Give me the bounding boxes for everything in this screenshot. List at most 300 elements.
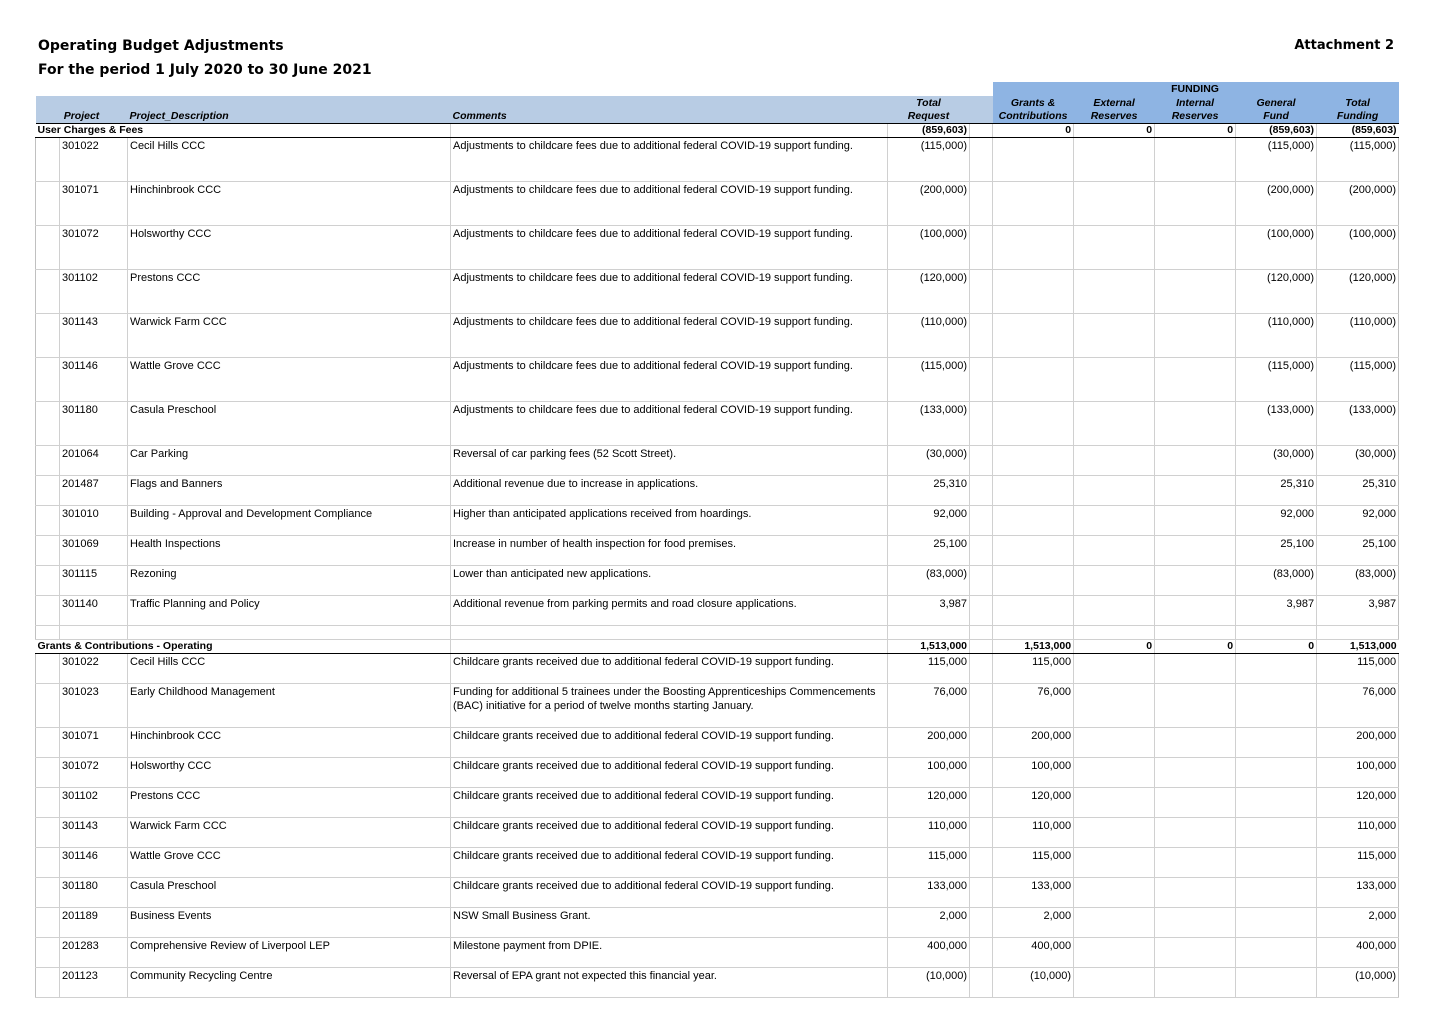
indent-cell (36, 566, 60, 596)
project-description: Early Childhood Management (128, 684, 451, 728)
comment: Childcare grants received due to additional federal COVID-19 support funding. (451, 878, 888, 908)
total-request: (83,000) (888, 566, 970, 596)
project-number: 301143 (60, 314, 128, 358)
indent-cell (36, 654, 60, 684)
internal-reserves (1155, 818, 1236, 848)
section-row (36, 124, 1399, 138)
table-row (36, 788, 1399, 818)
total-funding: (30,000) (1317, 446, 1399, 476)
project-description: Community Recycling Centre (128, 968, 451, 998)
spacer-cell (970, 788, 993, 818)
project-description: Prestons CCC (128, 270, 451, 314)
spacer-cell (970, 938, 993, 968)
project-number: 301115 (60, 566, 128, 596)
grants-contributions (993, 358, 1074, 402)
section-grants: 1,513,000 (993, 640, 1074, 654)
comment: Childcare grants received due to additional federal COVID-19 support funding. (451, 758, 888, 788)
external-reserves (1074, 938, 1155, 968)
total-request: (110,000) (888, 314, 970, 358)
comment: Adjustments to childcare fees due to additional federal COVID-19 support funding. (451, 138, 888, 182)
comment: Adjustments to childcare fees due to additional federal COVID-19 support funding. (451, 226, 888, 270)
comment: Reversal of car parking fees (52 Scott Street). (451, 446, 888, 476)
project-number: 301146 (60, 848, 128, 878)
general-fund (1236, 818, 1317, 848)
section-row (36, 640, 1399, 654)
indent-cell (36, 226, 60, 270)
grants-contributions: 400,000 (993, 938, 1074, 968)
total-funding: 133,000 (1317, 878, 1399, 908)
table-row (36, 968, 1399, 998)
total-funding-header: Total Funding (1317, 96, 1399, 124)
comment: Adjustments to childcare fees due to additional federal COVID-19 support funding. (451, 182, 888, 226)
total-request: (115,000) (888, 358, 970, 402)
blank-cell (1155, 626, 1236, 640)
indent-cell (36, 818, 60, 848)
internal-reserves (1155, 402, 1236, 446)
total-funding: (100,000) (1317, 226, 1399, 270)
general-fund: (110,000) (1236, 314, 1317, 358)
internal-reserves (1155, 728, 1236, 758)
comment: Childcare grants received due to additional federal COVID-19 support funding. (451, 818, 888, 848)
header-row-funding (36, 82, 1399, 96)
total-request: 115,000 (888, 654, 970, 684)
blank-cell (451, 626, 888, 640)
grants-contributions: 2,000 (993, 908, 1074, 938)
general-fund: 25,100 (1236, 536, 1317, 566)
total-funding: (10,000) (1317, 968, 1399, 998)
external-reserves (1074, 358, 1155, 402)
comment: Adjustments to childcare fees due to additional federal COVID-19 support funding. (451, 314, 888, 358)
project-description: Holsworthy CCC (128, 226, 451, 270)
blank-cell (1074, 626, 1155, 640)
section-name: User Charges & Fees (36, 124, 451, 138)
external-reserves (1074, 506, 1155, 536)
external-reserves (1074, 402, 1155, 446)
total-request: 100,000 (888, 758, 970, 788)
project-number: 301069 (60, 536, 128, 566)
project-description: Holsworthy CCC (128, 758, 451, 788)
total-funding: 200,000 (1317, 728, 1399, 758)
total-funding: (133,000) (1317, 402, 1399, 446)
project-number: 301023 (60, 684, 128, 728)
indent-cell (36, 182, 60, 226)
total-funding: 400,000 (1317, 938, 1399, 968)
external-reserves (1074, 596, 1155, 626)
spacer-cell (970, 878, 993, 908)
comment: Childcare grants received due to additional federal COVID-19 support funding. (451, 848, 888, 878)
grants-contributions (993, 270, 1074, 314)
total-funding: 76,000 (1317, 684, 1399, 728)
total-request: 110,000 (888, 818, 970, 848)
project-number: 301140 (60, 596, 128, 626)
table-row (36, 506, 1399, 536)
grants-contributions: 133,000 (993, 878, 1074, 908)
project-description: Hinchinbrook CCC (128, 728, 451, 758)
total-funding: (200,000) (1317, 182, 1399, 226)
project-number: 301071 (60, 728, 128, 758)
comments-header: Comments (451, 96, 888, 124)
project-number: 201189 (60, 908, 128, 938)
external-reserves (1074, 566, 1155, 596)
section-internal-reserves: 0 (1155, 124, 1236, 138)
project-number: 201283 (60, 938, 128, 968)
blank-cell (1317, 626, 1399, 640)
general-fund (1236, 788, 1317, 818)
general-fund (1236, 938, 1317, 968)
internal-reserves (1155, 358, 1236, 402)
project-description: Traffic Planning and Policy (128, 596, 451, 626)
grants-contributions: 110,000 (993, 818, 1074, 848)
section-external-reserves: 0 (1074, 640, 1155, 654)
internal-reserves (1155, 878, 1236, 908)
internal-reserves (1155, 182, 1236, 226)
indent-cell (36, 758, 60, 788)
project-description: Cecil Hills CCC (128, 138, 451, 182)
spacer-cell (970, 758, 993, 788)
comment: Increase in number of health inspection for food premises. (451, 536, 888, 566)
project-header: Project (36, 96, 128, 124)
project-description: Wattle Grove CCC (128, 848, 451, 878)
internal-reserves (1155, 968, 1236, 998)
comment: Lower than anticipated new applications. (451, 566, 888, 596)
general-fund: 25,310 (1236, 476, 1317, 506)
project-number: 201487 (60, 476, 128, 506)
general-fund (1236, 878, 1317, 908)
spacer-cell (970, 818, 993, 848)
period-subtitle: For the period 1 July 2020 to 30 June 2021 (38, 62, 372, 78)
blank-row (36, 626, 1399, 640)
funding-header: FUNDING (1155, 82, 1236, 96)
table-row (36, 728, 1399, 758)
total-funding: 100,000 (1317, 758, 1399, 788)
general-fund: (30,000) (1236, 446, 1317, 476)
external-reserves (1074, 758, 1155, 788)
comment: NSW Small Business Grant. (451, 908, 888, 938)
project-description: Car Parking (128, 446, 451, 476)
general-fund-header: General Fund (1236, 96, 1317, 124)
internal-reserves (1155, 938, 1236, 968)
general-fund: (83,000) (1236, 566, 1317, 596)
indent-cell (36, 938, 60, 968)
grants-contributions: 115,000 (993, 654, 1074, 684)
total-funding: (83,000) (1317, 566, 1399, 596)
project-description: Business Events (128, 908, 451, 938)
total-funding: 25,310 (1317, 476, 1399, 506)
project-description: Casula Preschool (128, 402, 451, 446)
spacer-cell (970, 566, 993, 596)
grants-contributions (993, 182, 1074, 226)
table-row (36, 566, 1399, 596)
total-request: (30,000) (888, 446, 970, 476)
comment: Funding for additional 5 trainees under the Boosting Apprenticeships Commencements (BAC) initiative for a period of twelve months starting January. (451, 684, 888, 728)
table-row (36, 654, 1399, 684)
total-request: 120,000 (888, 788, 970, 818)
section-blank (451, 124, 888, 138)
project-description: Health Inspections (128, 536, 451, 566)
blank-cell (60, 626, 128, 640)
spacer-cell (970, 270, 993, 314)
internal-reserves (1155, 226, 1236, 270)
total-funding: 25,100 (1317, 536, 1399, 566)
grants-contributions: 100,000 (993, 758, 1074, 788)
comment: Additional revenue due to increase in applications. (451, 476, 888, 506)
section-total-request: 1,513,000 (888, 640, 970, 654)
project-description: Comprehensive Review of Liverpool LEP (128, 938, 451, 968)
comment: Adjustments to childcare fees due to additional federal COVID-19 support funding. (451, 358, 888, 402)
spacer-cell (970, 226, 993, 270)
indent-cell (36, 506, 60, 536)
comment: Childcare grants received due to additional federal COVID-19 support funding. (451, 654, 888, 684)
grants-header: Grants & Contributions (993, 96, 1074, 124)
project-description: Warwick Farm CCC (128, 314, 451, 358)
project-number: 201123 (60, 968, 128, 998)
project-number: 301102 (60, 270, 128, 314)
grants-contributions (993, 402, 1074, 446)
comment: Adjustments to childcare fees due to additional federal COVID-19 support funding. (451, 402, 888, 446)
indent-cell (36, 968, 60, 998)
spacer-cell (970, 182, 993, 226)
total-funding: (120,000) (1317, 270, 1399, 314)
internal-reserves (1155, 566, 1236, 596)
grants-contributions: 76,000 (993, 684, 1074, 728)
spacer-cell (970, 848, 993, 878)
spacer-cell (970, 358, 993, 402)
indent-cell (36, 536, 60, 566)
internal-reserves (1155, 138, 1236, 182)
external-reserves (1074, 138, 1155, 182)
table-row (36, 314, 1399, 358)
external-reserves (1074, 536, 1155, 566)
comment: Reversal of EPA grant not expected this financial year. (451, 968, 888, 998)
internal-reserves-header: Internal Reserves (1155, 96, 1236, 124)
external-reserves-header: External Reserves (1074, 96, 1155, 124)
table-row (36, 596, 1399, 626)
total-request: (133,000) (888, 402, 970, 446)
indent-cell (36, 446, 60, 476)
spacer-cell (970, 476, 993, 506)
internal-reserves (1155, 446, 1236, 476)
blank-cell (888, 626, 970, 640)
indent-cell (36, 878, 60, 908)
internal-reserves (1155, 270, 1236, 314)
indent-cell (36, 314, 60, 358)
header-row (36, 96, 1399, 124)
project-number: 301143 (60, 818, 128, 848)
project-description: Flags and Banners (128, 476, 451, 506)
total-request: 92,000 (888, 506, 970, 536)
general-fund (1236, 728, 1317, 758)
total-request: (100,000) (888, 226, 970, 270)
general-fund: (133,000) (1236, 402, 1317, 446)
internal-reserves (1155, 788, 1236, 818)
project-description: Casula Preschool (128, 878, 451, 908)
table-row (36, 226, 1399, 270)
internal-reserves (1155, 506, 1236, 536)
project-number: 301022 (60, 654, 128, 684)
page-title: Operating Budget Adjustments (38, 38, 284, 54)
indent-cell (36, 684, 60, 728)
internal-reserves (1155, 654, 1236, 684)
section-total-request: (859,603) (888, 124, 970, 138)
total-request: (115,000) (888, 138, 970, 182)
grants-contributions (993, 506, 1074, 536)
project-number: 301010 (60, 506, 128, 536)
external-reserves (1074, 270, 1155, 314)
spacer-cell (970, 596, 993, 626)
total-request: (200,000) (888, 182, 970, 226)
blank-cell (1236, 626, 1317, 640)
table-row (36, 878, 1399, 908)
grants-contributions: 115,000 (993, 848, 1074, 878)
project-description: Building - Approval and Development Compliance (128, 506, 451, 536)
total-request: (120,000) (888, 270, 970, 314)
general-fund: 3,987 (1236, 596, 1317, 626)
spacer-cell (970, 728, 993, 758)
indent-cell (36, 596, 60, 626)
internal-reserves (1155, 536, 1236, 566)
project-description: Prestons CCC (128, 788, 451, 818)
comment: Adjustments to childcare fees due to additional federal COVID-19 support funding. (451, 270, 888, 314)
general-fund (1236, 654, 1317, 684)
grants-contributions: (10,000) (993, 968, 1074, 998)
total-request: 115,000 (888, 848, 970, 878)
total-funding: 110,000 (1317, 818, 1399, 848)
section-external-reserves: 0 (1074, 124, 1155, 138)
grants-contributions (993, 596, 1074, 626)
section-general-fund: 0 (1236, 640, 1317, 654)
grants-contributions: 200,000 (993, 728, 1074, 758)
grants-contributions (993, 138, 1074, 182)
table-row (36, 476, 1399, 506)
total-request: 3,987 (888, 596, 970, 626)
project-number: 201064 (60, 446, 128, 476)
comment: Higher than anticipated applications received from hoardings. (451, 506, 888, 536)
project-number: 301022 (60, 138, 128, 182)
spacer-cell (970, 506, 993, 536)
grants-contributions (993, 446, 1074, 476)
section-total-funding: (859,603) (1317, 124, 1399, 138)
general-fund (1236, 908, 1317, 938)
internal-reserves (1155, 684, 1236, 728)
grants-contributions (993, 476, 1074, 506)
budget-table (35, 82, 1399, 998)
section-general-fund: (859,603) (1236, 124, 1317, 138)
external-reserves (1074, 314, 1155, 358)
external-reserves (1074, 788, 1155, 818)
table-row (36, 938, 1399, 968)
spacer-cell (970, 446, 993, 476)
total-funding: 3,987 (1317, 596, 1399, 626)
indent-cell (36, 476, 60, 506)
table-row (36, 848, 1399, 878)
external-reserves (1074, 446, 1155, 476)
project-number: 301102 (60, 788, 128, 818)
general-fund (1236, 968, 1317, 998)
external-reserves (1074, 848, 1155, 878)
general-fund: (115,000) (1236, 358, 1317, 402)
spacer-cell (970, 536, 993, 566)
total-funding: (115,000) (1317, 138, 1399, 182)
internal-reserves (1155, 476, 1236, 506)
comment: Milestone payment from DPIE. (451, 938, 888, 968)
table-body (36, 124, 1399, 998)
internal-reserves (1155, 848, 1236, 878)
attachment-label: Attachment 2 (1294, 38, 1394, 53)
general-fund (1236, 684, 1317, 728)
description-header: Project_Description (128, 96, 451, 124)
general-fund (1236, 758, 1317, 788)
external-reserves (1074, 818, 1155, 848)
project-number: 301072 (60, 226, 128, 270)
blank-cell (128, 626, 451, 640)
total-funding: 115,000 (1317, 654, 1399, 684)
internal-reserves (1155, 758, 1236, 788)
blank-cell (970, 626, 993, 640)
section-blank (970, 640, 993, 654)
project-description: Rezoning (128, 566, 451, 596)
total-request-header: Total Request (888, 96, 970, 124)
indent-cell (36, 270, 60, 314)
external-reserves (1074, 226, 1155, 270)
total-funding: 92,000 (1317, 506, 1399, 536)
table-row (36, 758, 1399, 788)
total-funding: 120,000 (1317, 788, 1399, 818)
blank-cell (993, 626, 1074, 640)
total-request: 400,000 (888, 938, 970, 968)
project-number: 301180 (60, 402, 128, 446)
total-request: 2,000 (888, 908, 970, 938)
total-funding: 2,000 (1317, 908, 1399, 938)
total-request: 25,310 (888, 476, 970, 506)
spacer-cell (970, 908, 993, 938)
section-total-funding: 1,513,000 (1317, 640, 1399, 654)
table-row (36, 270, 1399, 314)
project-number: 301146 (60, 358, 128, 402)
table-row (36, 818, 1399, 848)
project-description: Wattle Grove CCC (128, 358, 451, 402)
table-row (36, 182, 1399, 226)
indent-cell (36, 358, 60, 402)
grants-contributions (993, 536, 1074, 566)
indent-cell (36, 848, 60, 878)
section-grants: 0 (993, 124, 1074, 138)
total-funding: 115,000 (1317, 848, 1399, 878)
general-fund: 92,000 (1236, 506, 1317, 536)
comment: Childcare grants received due to additional federal COVID-19 support funding. (451, 788, 888, 818)
spacer-cell (970, 402, 993, 446)
indent-cell (36, 402, 60, 446)
section-name: Grants & Contributions - Operating (36, 640, 451, 654)
grants-contributions (993, 226, 1074, 270)
external-reserves (1074, 728, 1155, 758)
total-request: 133,000 (888, 878, 970, 908)
general-fund (1236, 848, 1317, 878)
indent-cell (36, 788, 60, 818)
section-internal-reserves: 0 (1155, 640, 1236, 654)
project-number: 301072 (60, 758, 128, 788)
internal-reserves (1155, 908, 1236, 938)
spacer-cell (970, 654, 993, 684)
spacer-cell (970, 684, 993, 728)
external-reserves (1074, 968, 1155, 998)
general-fund: (200,000) (1236, 182, 1317, 226)
spacer-cell (970, 138, 993, 182)
project-number: 301180 (60, 878, 128, 908)
grants-contributions (993, 566, 1074, 596)
grants-contributions (993, 314, 1074, 358)
total-request: 200,000 (888, 728, 970, 758)
blank-cell (36, 626, 60, 640)
